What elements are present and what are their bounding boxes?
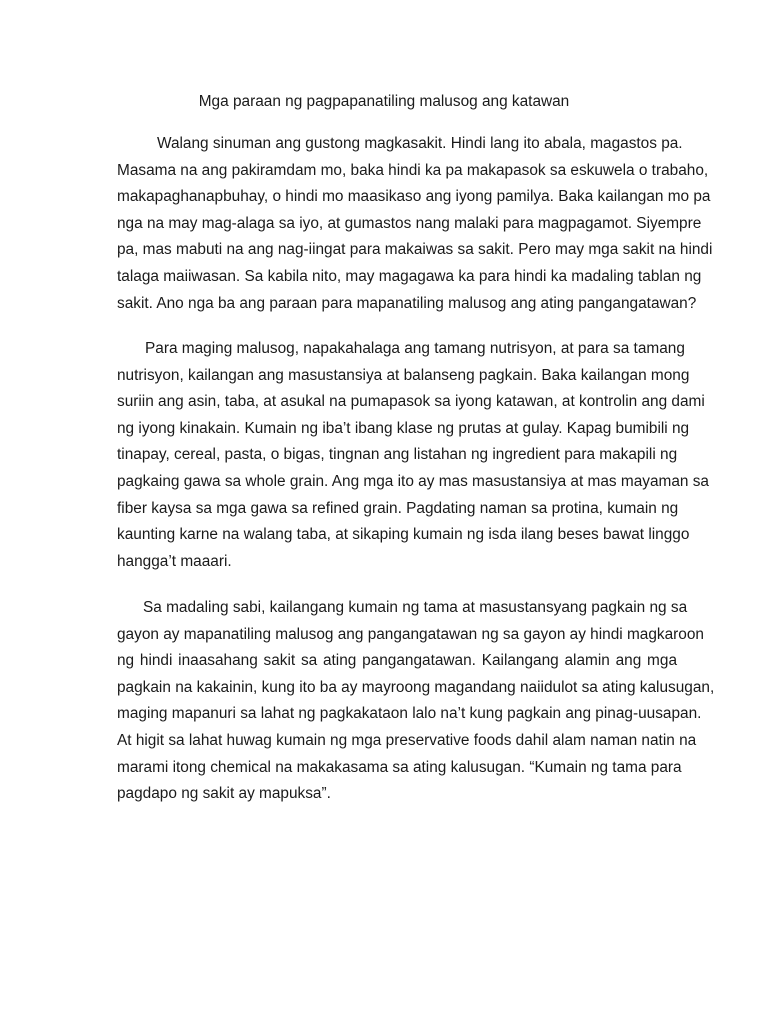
paragraph-line: hangga’t maaari. [117, 552, 232, 570]
paragraph-line: maging mapanuri sa lahat ng pagkakataon lalo na’t kung pagkain ang pinag-uusapan. [117, 705, 702, 723]
paragraph-1 [117, 131, 713, 317]
paragraph-line: gayon ay mapanatiling malusog ang pangangatawan ng sa gayon ay hindi magkaroon [117, 625, 704, 643]
paragraph-2 [117, 336, 709, 575]
paragraph-line: pagkain na kakainin, kung ito ba ay mayroong magandang naiidulot sa ating kalusugan, [117, 678, 715, 696]
paragraph-line: kaunting karne na walang taba, at sikaping kumain ng isda ilang beses bawat linggo [117, 526, 690, 544]
paragraph-line: ng iyong kinakain. Kumain ng iba’t ibang klase ng prutas at gulay. Kapag bumibili ng [117, 419, 690, 437]
paragraph-line: ng hindi inaasahang sakit sa ating pangangatawan. Kailangang alamin ang mga [117, 652, 677, 670]
paragraph-line: nga na may mag-alaga sa iyo, at gumastos nang malaki para magpagamot. Siyempre [117, 214, 702, 232]
document-title: Mga paraan ng pagpapanatiling malusog ang katawan [198, 93, 570, 110]
paragraph-line: fiber kaysa sa mga gawa sa refined grain. Pagdating naman sa protina, kumain ng [117, 499, 679, 517]
paragraph-line: suriin ang asin, taba, at asukal na pumapasok sa iyong katawan, at kontrolin ang dami [117, 393, 705, 411]
paragraph-line: Masama na ang pakiramdam mo, baka hindi ka pa makapasok sa eskuwela o trabaho, [117, 161, 709, 179]
paragraph-line: makapaghanapbuhay, o hindi mo maasikaso ang iyong pamilya. Baka kailangan mo pa [117, 188, 711, 206]
paragraph-line: Para maging malusog, napakahalaga ang tamang nutrisyon, at para sa tamang [145, 340, 685, 357]
paragraph-line: nutrisyon, kailangan ang masustansiya at balanseng pagkain. Baka kailangan mong [117, 366, 690, 384]
paragraph-line: At higit sa lahat huwag kumain ng mga preservative foods dahil alam naman natin na [117, 731, 697, 749]
paragraph-line: talaga maiiwasan. Sa kabila nito, may magagawa ka para hindi ka madaling tablan ng [117, 267, 702, 285]
paragraph-line: pa, mas mabuti na ang nag-iingat para makaiwas sa sakit. Pero may mga sakit na hindi [117, 241, 713, 259]
paragraph-line: sakit. Ano nga ba ang paraan para mapanatiling malusog ang ating pangangatawan? [117, 294, 697, 312]
paragraph-line: Sa madaling sabi, kailangang kumain ng tama at masustansyang pagkain ng sa [143, 599, 688, 616]
paragraph-3 [117, 595, 715, 808]
paragraph-line: marami itong chemical na makakasama sa ating kalusugan. “Kumain ng tama para [117, 758, 682, 776]
paragraph-line: pagkaing gawa sa whole grain. Ang mga ito ay mas masustansiya at mas mayaman sa [117, 472, 709, 490]
paragraph-line: tinapay, cereal, pasta, o bigas, tingnan ang listahan ng ingredient para makapili ng [117, 446, 678, 464]
paragraph-line: Walang sinuman ang gustong magkasakit. Hindi lang ito abala, magastos pa. [157, 135, 683, 152]
paragraph-line: pagdapo ng sakit ay mapuksa”. [117, 785, 331, 803]
